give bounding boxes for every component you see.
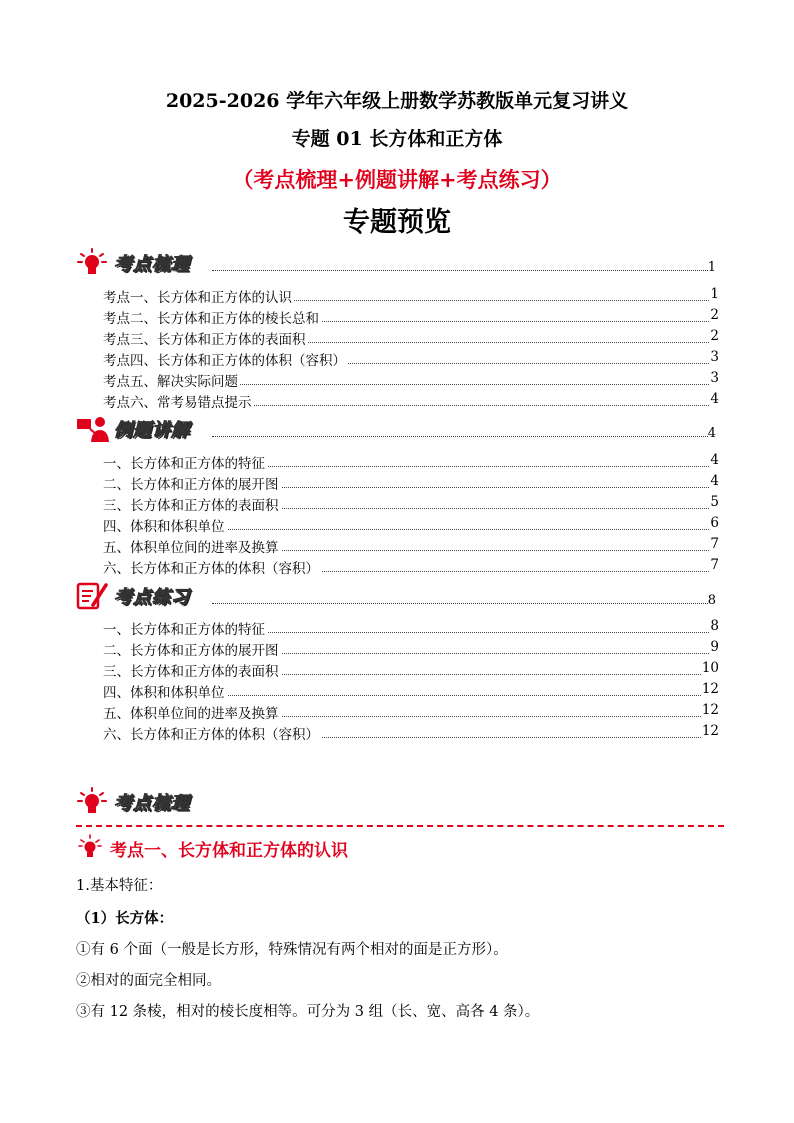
- point-title: 考点一、长方体和正方体的认识: [110, 841, 348, 861]
- toc-entry-label: 一、长方体和正方体的特征: [103, 618, 267, 638]
- toc-entry-label: 考点三、长方体和正方体的表面积: [103, 328, 308, 348]
- toc-entry[interactable]: [103, 723, 719, 741]
- toc-page-number: 10: [701, 660, 719, 676]
- preview-heading: 专题预览: [343, 207, 451, 238]
- toc-entry[interactable]: [103, 494, 719, 512]
- toc-page-number: 4: [710, 473, 719, 489]
- toc-entry-label: 四、体积和体积单位: [103, 681, 227, 701]
- toc-page-number: 4: [710, 391, 719, 407]
- toc-entry-label: 考点二、长方体和正方体的棱长总和: [103, 307, 321, 327]
- toc-entry[interactable]: [103, 391, 719, 409]
- toc-page-number: 1: [707, 260, 716, 275]
- toc-entry[interactable]: [103, 307, 719, 325]
- section-label: 考点梳理: [114, 793, 190, 814]
- toc-entry[interactable]: [103, 370, 719, 388]
- divider: [76, 825, 724, 827]
- lightbulb-icon: [76, 247, 112, 277]
- toc-entry-label: 考点六、常考易错点提示: [103, 391, 254, 411]
- toc-entry-label: 五、体积单位间的进率及换算: [103, 702, 281, 722]
- toc-page-number: 5: [710, 494, 719, 510]
- toc-entry[interactable]: [103, 639, 719, 657]
- toc-entry[interactable]: [103, 557, 719, 575]
- body-line: ③有 12 条棱，相对的棱长度相等。可分为 3 组（长、宽、高各 4 条）。: [76, 1004, 540, 1020]
- toc-section-label: 例题讲解: [114, 420, 190, 441]
- toc-page-number: 7: [710, 557, 719, 573]
- toc-entry-label: 四、体积和体积单位: [103, 515, 227, 535]
- body-line: ②相对的面完全相同。: [76, 973, 221, 989]
- toc-page-number: 3: [710, 370, 719, 386]
- toc-entry-label: 六、长方体和正方体的体积（容积）: [103, 723, 321, 743]
- leader-dots: [212, 436, 708, 437]
- lightbulb-icon: [76, 786, 112, 816]
- body-line: ①有 6 个面（一般是长方形，特殊情况有两个相对的面是正方形）。: [76, 942, 508, 958]
- toc-entry-label: 五、体积单位间的进率及换算: [103, 536, 281, 556]
- toc-entry[interactable]: [103, 515, 719, 533]
- toc-entry-label: 二、长方体和正方体的展开图: [103, 639, 281, 659]
- leader-dots: [212, 603, 708, 604]
- toc-page-number: 2: [710, 328, 719, 344]
- toc-entry[interactable]: [103, 702, 719, 720]
- toc-entry[interactable]: [103, 681, 719, 699]
- toc-entry[interactable]: [103, 473, 719, 491]
- toc-page-number: 9: [710, 639, 719, 655]
- toc-section-kaodian[interactable]: [76, 247, 716, 277]
- toc-page-number: 7: [710, 536, 719, 552]
- toc-entry-label: 六、长方体和正方体的体积（容积）: [103, 557, 321, 577]
- toc-page-number: 8: [710, 618, 719, 634]
- feature-heading: 1.基本特征：: [76, 878, 163, 894]
- notepad-icon: [76, 580, 112, 610]
- toc-page-number: 6: [710, 515, 719, 531]
- toc-page-number: 4: [707, 426, 716, 441]
- toc-entry-label: 考点四、长方体和正方体的体积（容积）: [103, 349, 348, 369]
- toc-entry[interactable]: [103, 328, 719, 346]
- toc-page-number: 12: [701, 723, 719, 739]
- toc-page-number: 12: [701, 681, 719, 697]
- toc-entry[interactable]: [103, 660, 719, 678]
- toc-entry-label: 考点一、长方体和正方体的认识: [103, 286, 294, 306]
- toc-entry-label: 三、长方体和正方体的表面积: [103, 660, 281, 680]
- toc-section-label: 考点练习: [114, 587, 190, 608]
- toc-entry-label: 三、长方体和正方体的表面积: [103, 494, 281, 514]
- document-subtitle: 专题 01 长方体和正方体: [291, 128, 503, 150]
- section-header-kaodian: [76, 786, 716, 816]
- document-title: 2025-2026 学年六年级上册数学苏教版单元复习讲义: [165, 90, 629, 112]
- toc-entry-label: 考点五、解决实际问题: [103, 370, 240, 390]
- toc-page-number: 4: [710, 452, 719, 468]
- toc-page-number: 1: [710, 286, 719, 302]
- toc-page-number: 12: [701, 702, 719, 718]
- toc-entry[interactable]: [103, 536, 719, 554]
- document-scope: （考点梳理+例题讲解+考点练习）: [232, 167, 562, 192]
- toc-section-liti[interactable]: [76, 413, 716, 443]
- toc-entry[interactable]: [103, 618, 719, 636]
- toc-section-label: 考点梳理: [114, 254, 190, 275]
- cuboid-heading: （1）长方体：: [76, 910, 174, 927]
- toc-section-lianxi[interactable]: [76, 580, 716, 610]
- toc-entry[interactable]: [103, 452, 719, 470]
- toc-entry-label: 二、长方体和正方体的展开图: [103, 473, 281, 493]
- toc-page-number: 2: [710, 307, 719, 323]
- toc-page-number: 3: [710, 349, 719, 365]
- teacher-icon: [76, 413, 112, 443]
- leader-dots: [212, 270, 708, 271]
- toc-entry[interactable]: [103, 349, 719, 367]
- lightbulb-icon: [78, 834, 104, 860]
- toc-page-number: 8: [707, 593, 716, 608]
- toc-entry-label: 一、长方体和正方体的特征: [103, 452, 267, 472]
- toc-entry[interactable]: [103, 286, 719, 304]
